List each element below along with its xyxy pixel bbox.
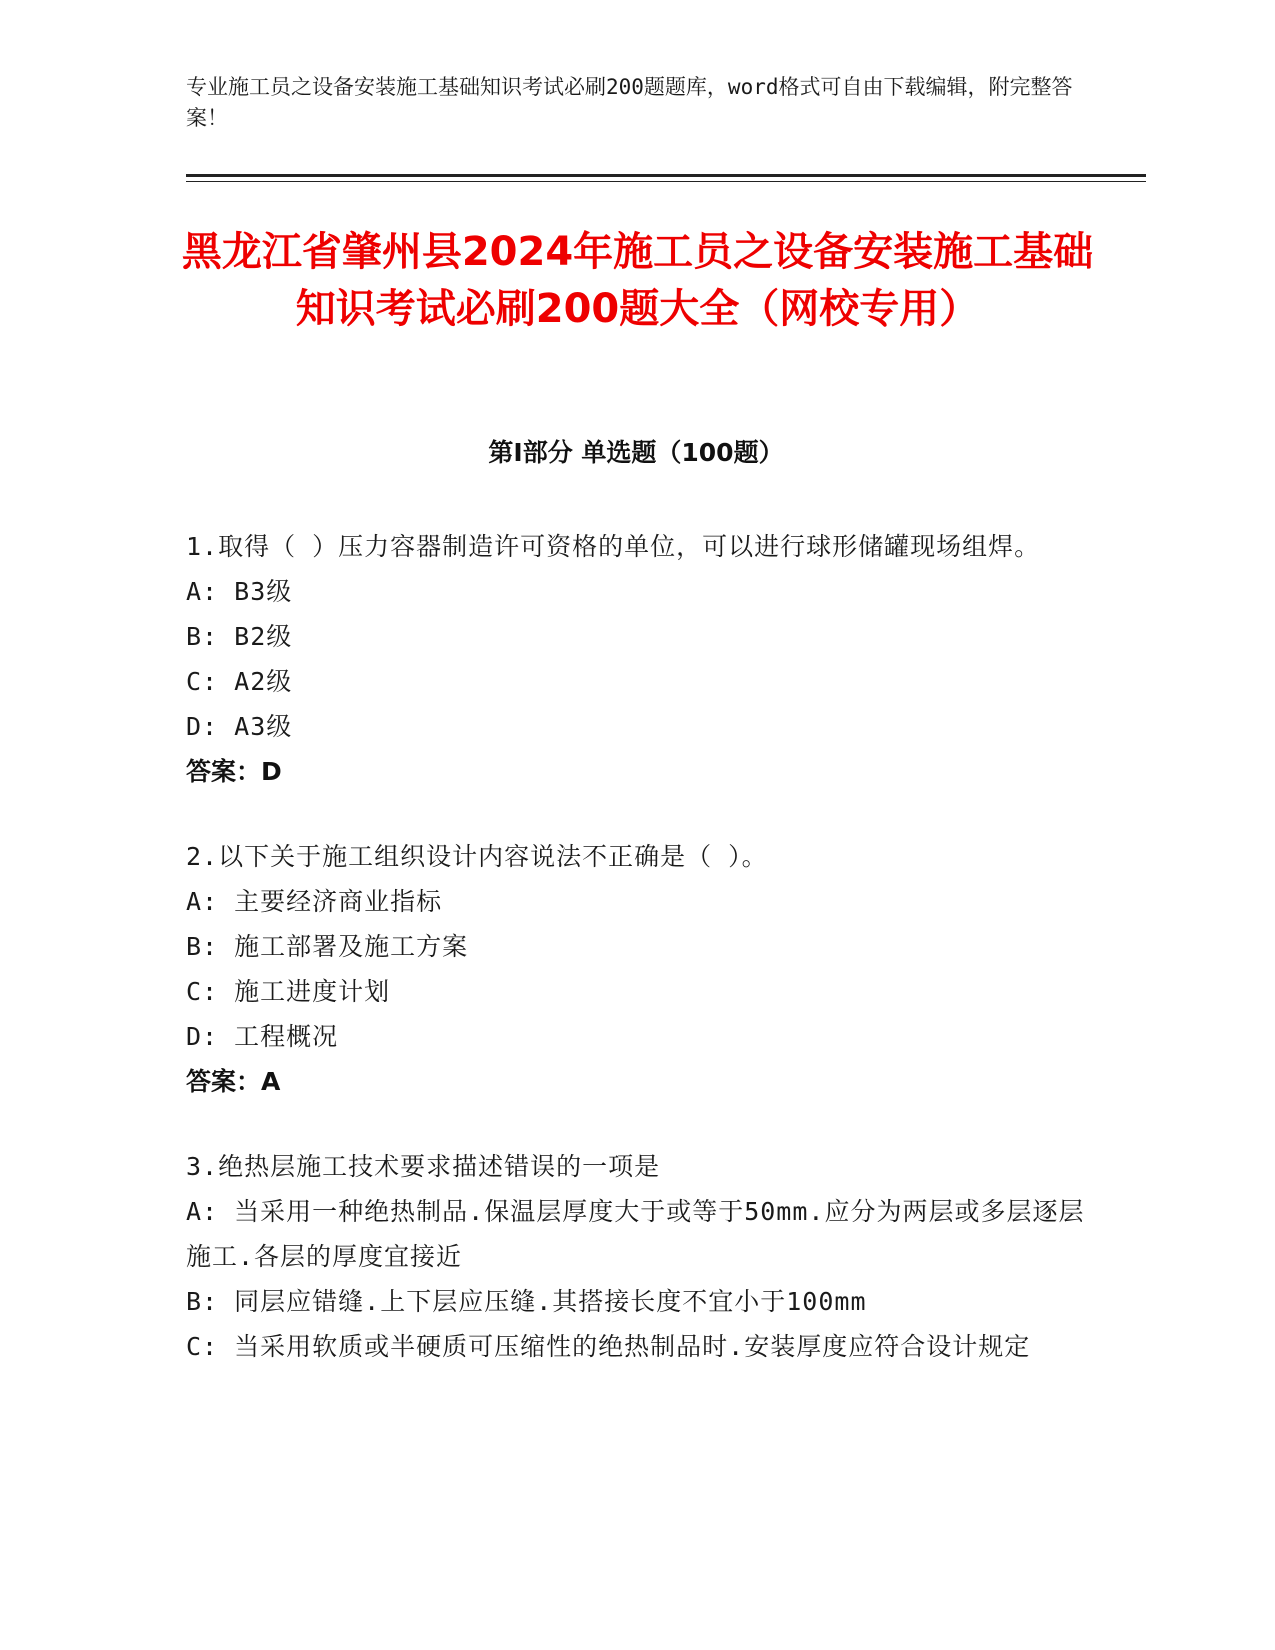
option-d: D: A3级 <box>186 712 293 741</box>
question-stem: 2.以下关于施工组织设计内容说法不正确是（ ）。 <box>186 842 768 871</box>
option-c: C: 当采用软质或半硬质可压缩性的绝热制品时.安装厚度应符合设计规定 <box>186 1332 1031 1361</box>
option-a: A: 主要经济商业指标 <box>186 887 443 916</box>
answer: 答案：D <box>186 757 282 786</box>
question-2 <box>186 834 1086 1104</box>
question-stem: 1.取得（ ）压力容器制造许可资格的单位，可以进行球形储罐现场组焊。 <box>186 532 1041 561</box>
option-c: C: A2级 <box>186 667 293 696</box>
answer: 答案：A <box>186 1067 281 1096</box>
question-3 <box>186 1144 1086 1369</box>
question-stem: 3.绝热层施工技术要求描述错误的一项是 <box>186 1152 661 1181</box>
option-b: B: B2级 <box>186 622 293 651</box>
question-list <box>186 524 1086 1409</box>
document-title: 黑龙江省肇州县2024年施工员之设备安装施工基础知识考试必刷200题大全（网校专用） <box>181 229 1094 332</box>
header-note: 专业施工员之设备安装施工基础知识考试必刷200题题库，word格式可自由下载编辑，附完整答案！ <box>186 75 1073 130</box>
option-b: B: 施工部署及施工方案 <box>186 932 469 961</box>
option-a: A: B3级 <box>186 577 293 606</box>
option-b: B: 同层应错缝.上下层应压缝.其搭接长度不宜小于100mm <box>186 1287 867 1316</box>
header-rule-thick <box>186 174 1146 177</box>
option-a: A: 当采用一种绝热制品.保温层厚度大于或等于50mm.应分为两层或多层逐层施工.各层的厚度宜接近 <box>186 1197 1085 1271</box>
option-d: D: 工程概况 <box>186 1022 339 1051</box>
question-1 <box>186 524 1086 794</box>
option-c: C: 施工进度计划 <box>186 977 391 1006</box>
section-title: 第Ⅰ部分 单选题（100题） <box>488 438 784 467</box>
header-rule-thin <box>186 181 1146 182</box>
